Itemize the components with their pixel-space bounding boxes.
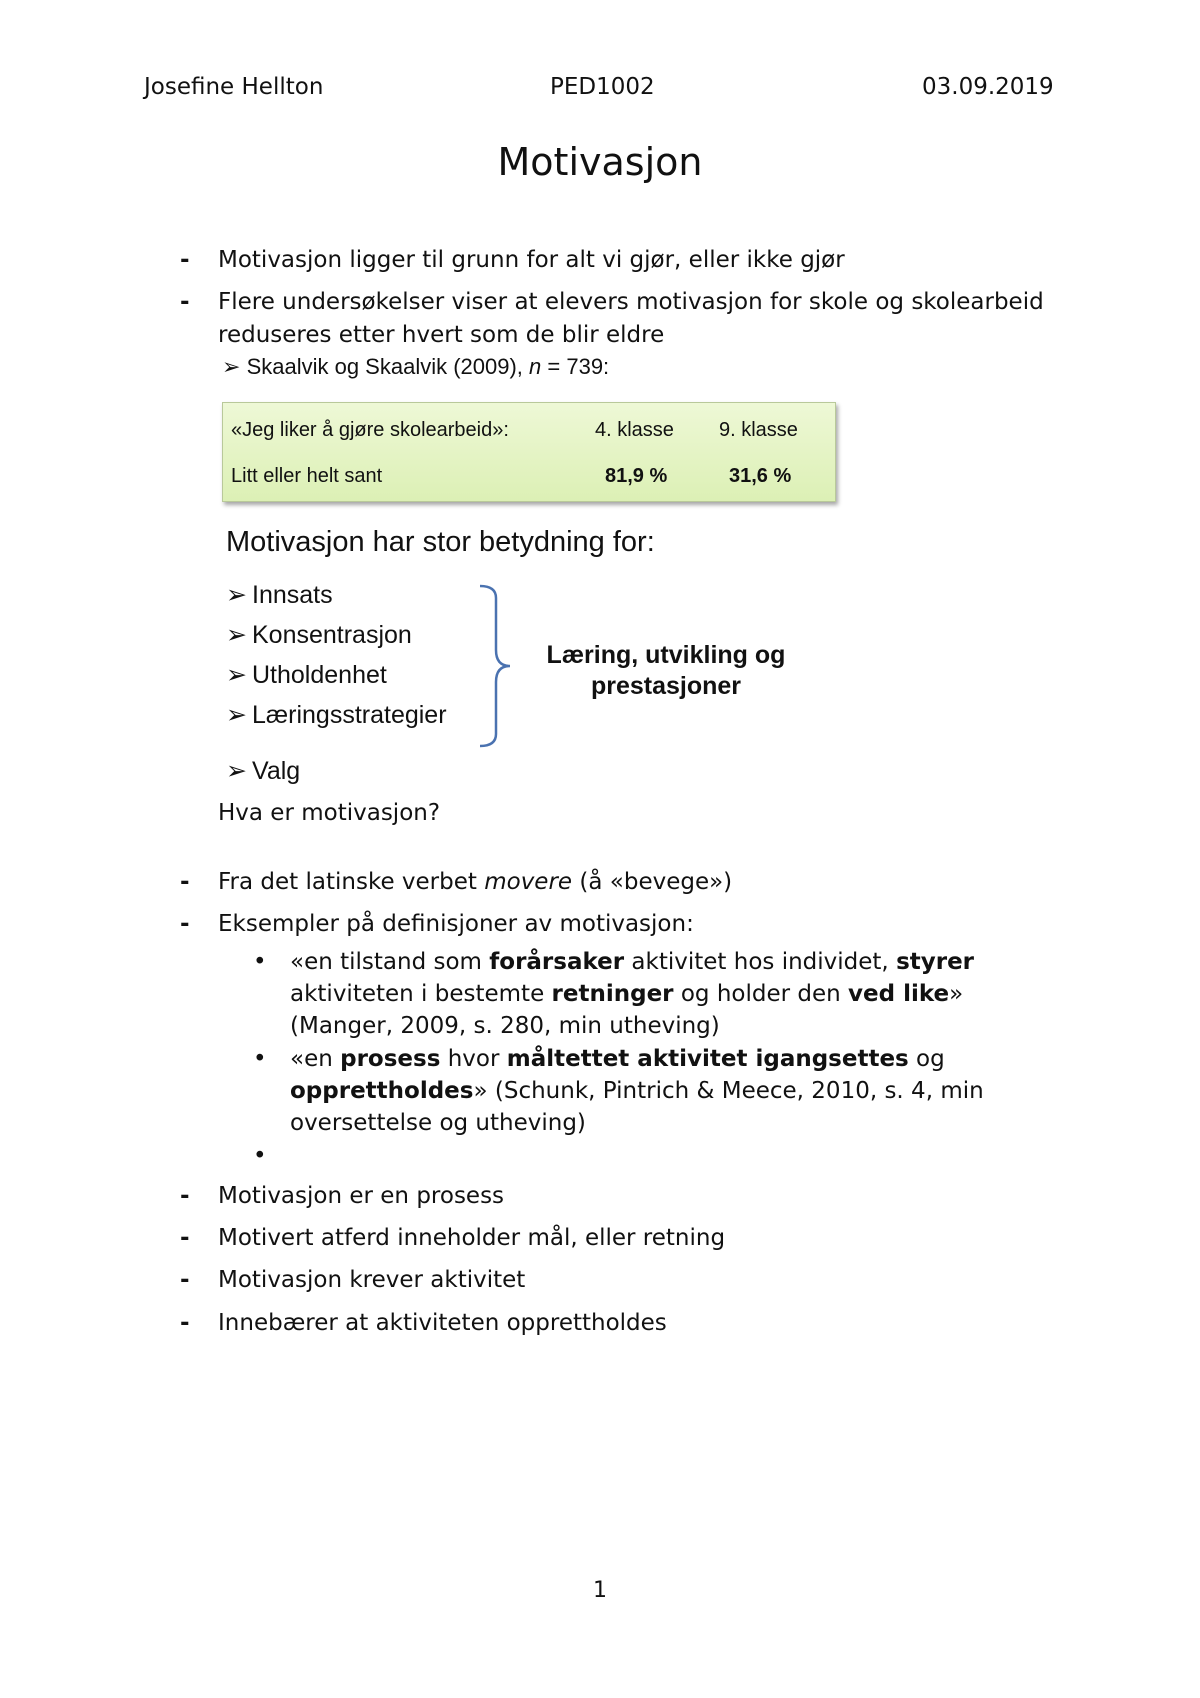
arrow-bullet-icon: ➢ — [222, 354, 241, 379]
arrow-bullet-icon: ➢ — [226, 661, 247, 689]
curly-brace-icon — [478, 584, 514, 748]
importance-item-label: Valg — [252, 757, 301, 785]
question-text: Hva er motivasjon? — [218, 800, 441, 826]
arrow-bullet-icon: ➢ — [226, 621, 247, 649]
importance-item — [226, 580, 333, 610]
dash-marker: - — [180, 911, 190, 937]
arrow-bullet-icon: ➢ — [226, 757, 247, 785]
page-number: 1 — [593, 1578, 607, 1603]
survey-table — [222, 402, 836, 502]
list-item-text: Flere undersøkelser viser at elevers motivasjon for skole og skolearbeid reduseres etter hvert som de blir eldre — [218, 289, 1044, 348]
dash-marker: - — [180, 247, 190, 273]
reference-text: Skaalvik og Skaalvik (2009), — [246, 354, 530, 379]
table-col-4-klasse: 4. klasse — [595, 419, 674, 441]
dash-marker: - — [180, 869, 190, 895]
arrow-bullet-icon: ➢ — [226, 581, 247, 609]
reference-count: = 739: — [541, 354, 610, 379]
brace-label-line: Læring, utvikling og — [546, 641, 786, 669]
bullet-dot-icon: • — [253, 949, 267, 975]
bullet-dot-icon: • — [253, 1143, 267, 1169]
header-course: PED1002 — [550, 74, 655, 100]
definition-text: «en tilstand som forårsaker aktivitet hos individet, styrer aktiviteten i bestemte retninger og holder den ved like» (Manger, 2009, s. 280, min utheving) — [290, 949, 975, 1039]
dash-marker: - — [180, 289, 190, 315]
importance-item — [226, 660, 387, 690]
brace-label — [520, 640, 812, 702]
table-value-9-klasse: 31,6 % — [729, 465, 792, 487]
reference-n: n — [529, 354, 542, 379]
importance-item-label: Innsats — [252, 581, 333, 609]
list-item-text: Motivasjon er en prosess — [218, 1183, 505, 1209]
list-item-text: Motivasjon krever aktivitet — [218, 1267, 526, 1293]
importance-item-label: Konsentrasjon — [252, 621, 412, 649]
list-item-text: Eksempler på definisjoner av motivasjon: — [218, 911, 694, 937]
dash-marker: - — [180, 1310, 190, 1336]
dash-marker: - — [180, 1267, 190, 1293]
importance-item — [226, 700, 447, 730]
table-col-9-klasse: 9. klasse — [719, 419, 798, 441]
importance-heading: Motivasjon har stor betydning for: — [226, 526, 655, 558]
brace-label-line: prestasjoner — [590, 672, 742, 700]
dash-marker: - — [180, 1183, 190, 1209]
latin-word: movere — [484, 869, 573, 895]
importance-item-label: Læringsstrategier — [252, 701, 447, 729]
page-title: Motivasjon — [497, 140, 703, 184]
reference-line — [222, 354, 609, 380]
arrow-bullet-icon: ➢ — [226, 701, 247, 729]
list-item-text: Motivasjon ligger til grunn for alt vi gjør, eller ikke gjør — [218, 247, 845, 273]
list-item-text: Innebærer at aktiviteten opprettholdes — [218, 1310, 667, 1336]
header-date: 03.09.2019 — [922, 74, 1054, 100]
header-author: Josefine Hellton — [144, 74, 324, 100]
list-item-text: Fra det latinske verbet movere (å «bevege») — [218, 869, 733, 895]
dash-marker: - — [180, 1225, 190, 1251]
table-value-4-klasse: 81,9 % — [605, 465, 668, 487]
table-row-label: Litt eller helt sant — [231, 465, 383, 487]
importance-item — [226, 620, 412, 650]
importance-item — [226, 756, 300, 786]
list-item-text: Motivert atferd inneholder mål, eller retning — [218, 1225, 726, 1251]
bullet-dot-icon: • — [253, 1046, 267, 1072]
table-header-label: «Jeg liker å gjøre skolearbeid»: — [231, 419, 509, 441]
importance-item-label: Utholdenhet — [252, 661, 387, 689]
definition-text: «en prosess hvor måltettet aktivitet igangsettes og opprettholdes» (Schunk, Pintrich & Meece, 2010, s. 4, min oversettelse og utheving) — [290, 1046, 984, 1136]
